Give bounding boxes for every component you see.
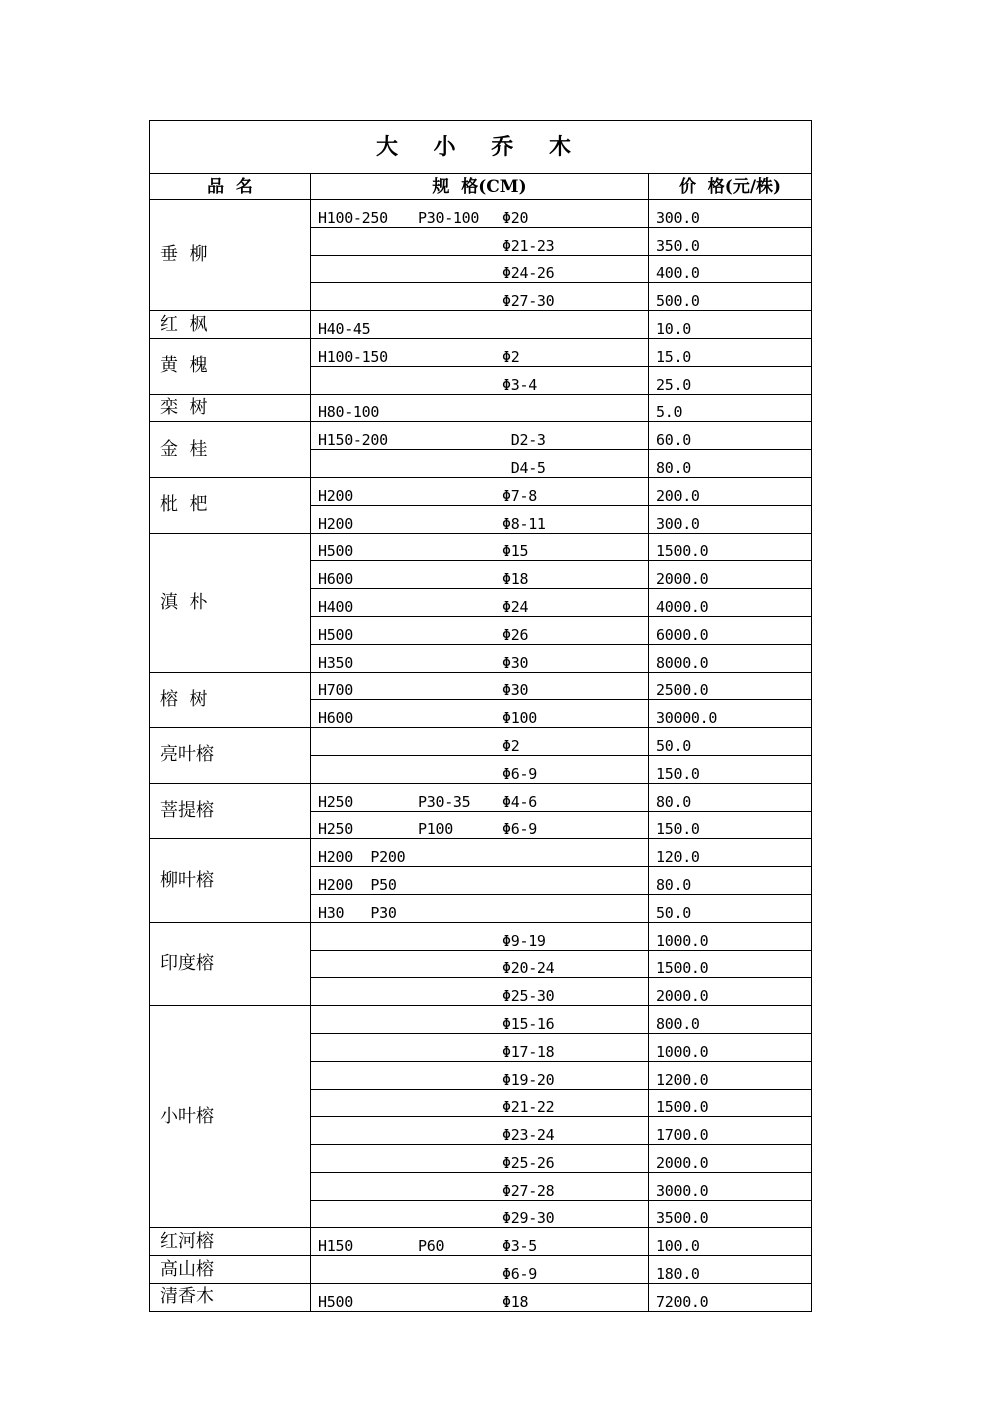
table-row: [150, 394, 812, 422]
spec-cell: [311, 1145, 649, 1173]
price-cell: 800.0: [649, 1006, 812, 1034]
price-cell: 80.0: [649, 867, 812, 895]
height-spec: H80-100: [318, 403, 380, 422]
product-name: 柳叶榕: [150, 839, 311, 922]
table-row: [150, 783, 812, 811]
price-cell: 180.0: [649, 1256, 812, 1284]
diameter-spec: Φ21-22: [502, 1098, 555, 1117]
price-cell: 2000.0: [649, 561, 812, 589]
price-cell: 10.0: [649, 311, 812, 339]
spec-cell: [311, 366, 649, 394]
header-price: 价 格(元/株): [649, 174, 812, 200]
diameter-spec: Φ6-9: [502, 1265, 537, 1284]
price-cell: 15.0: [649, 338, 812, 366]
price-cell: 2000.0: [649, 978, 812, 1006]
diameter-spec: Φ19-20: [502, 1070, 555, 1089]
table-row: [150, 1006, 812, 1034]
diameter-spec: Φ17-18: [502, 1042, 555, 1061]
spec-cell: [311, 1200, 649, 1228]
price-cell: 80.0: [649, 783, 812, 811]
diameter-spec: Φ25-30: [502, 987, 555, 1006]
crown-spec: P60: [418, 1237, 445, 1256]
price-cell: 350.0: [649, 227, 812, 255]
height-spec: H250: [318, 792, 353, 811]
spec-cell: [311, 200, 649, 228]
price-cell: 300.0: [649, 200, 812, 228]
table-row: [150, 338, 812, 366]
spec-cell: [311, 922, 649, 950]
spec-cell: [311, 1172, 649, 1200]
diameter-spec: Φ29-30: [502, 1209, 555, 1228]
spec-cell: [311, 700, 649, 728]
product-name: 枇 杷: [150, 477, 311, 533]
height-spec: H40-45: [318, 319, 371, 338]
price-cell: 500.0: [649, 283, 812, 311]
diameter-spec: Φ3-4: [502, 375, 537, 394]
height-spec: H400: [318, 597, 353, 616]
table-row: [150, 1256, 812, 1284]
diameter-spec: Φ27-28: [502, 1181, 555, 1200]
diameter-spec: Φ3-5: [502, 1237, 537, 1256]
product-name: 印度榕: [150, 922, 311, 1005]
diameter-spec: Φ18: [502, 570, 529, 589]
price-cell: 200.0: [649, 477, 812, 505]
height-spec: H200: [318, 486, 353, 505]
height-spec: H200: [318, 514, 353, 533]
price-cell: 1000.0: [649, 1033, 812, 1061]
spec-cell: [311, 755, 649, 783]
header-name: 品 名: [150, 174, 311, 200]
spec-cell: [311, 672, 649, 700]
price-cell: 1700.0: [649, 1117, 812, 1145]
product-name: 小叶榕: [150, 1006, 311, 1228]
spec-cell: [311, 227, 649, 255]
product-name: 高山榕: [150, 1256, 311, 1284]
product-name: 黄 槐: [150, 338, 311, 394]
diameter-spec: Φ24: [502, 597, 529, 616]
price-cell: 3500.0: [649, 1200, 812, 1228]
spec-cell: [311, 1089, 649, 1117]
spec-cell: [311, 338, 649, 366]
diameter-spec: Φ15-16: [502, 1014, 555, 1033]
price-cell: 25.0: [649, 366, 812, 394]
diameter-spec: Φ7-8: [502, 486, 537, 505]
table-row: [150, 839, 812, 867]
spec-cell: [311, 728, 649, 756]
spec-cell: [311, 811, 649, 839]
diameter-spec: Φ21-23: [502, 236, 555, 255]
height-spec: H200 P200: [318, 848, 406, 867]
height-spec: H100-150: [318, 347, 388, 366]
product-name: 亮叶榕: [150, 728, 311, 784]
diameter-spec: Φ24-26: [502, 264, 555, 283]
table-row: [150, 1284, 812, 1312]
price-cell: 150.0: [649, 811, 812, 839]
diameter-spec: Φ30: [502, 681, 529, 700]
spec-cell: [311, 1256, 649, 1284]
header-row: [150, 174, 812, 200]
table-row: [150, 922, 812, 950]
diameter-spec: Φ2: [502, 736, 520, 755]
price-cell: 8000.0: [649, 644, 812, 672]
spec-cell: [311, 422, 649, 450]
height-spec: H350: [318, 653, 353, 672]
price-cell: 3000.0: [649, 1172, 812, 1200]
diameter-spec: Φ26: [502, 625, 529, 644]
price-cell: 7200.0: [649, 1284, 812, 1312]
spec-cell: [311, 839, 649, 867]
price-cell: 300.0: [649, 505, 812, 533]
spec-cell: [311, 1228, 649, 1256]
price-cell: 2500.0: [649, 672, 812, 700]
table-row: [150, 422, 812, 450]
price-cell: 1500.0: [649, 533, 812, 561]
table-row: [150, 200, 812, 228]
product-name: 垂 柳: [150, 200, 311, 311]
diameter-spec: D4-5: [502, 458, 546, 477]
table-row: [150, 477, 812, 505]
price-cell: 2000.0: [649, 1145, 812, 1173]
spec-cell: [311, 394, 649, 422]
crown-spec: P30-35: [418, 792, 471, 811]
price-cell: 1500.0: [649, 1089, 812, 1117]
spec-cell: [311, 505, 649, 533]
diameter-spec: Φ9-19: [502, 931, 546, 950]
spec-cell: [311, 533, 649, 561]
diameter-spec: Φ6-9: [502, 764, 537, 783]
product-name: 栾 树: [150, 394, 311, 422]
diameter-spec: Φ2: [502, 347, 520, 366]
diameter-spec: Φ4-6: [502, 792, 537, 811]
table-row: [150, 728, 812, 756]
diameter-spec: Φ15: [502, 542, 529, 561]
diameter-spec: Φ27-30: [502, 292, 555, 311]
diameter-spec: Φ25-26: [502, 1153, 555, 1172]
price-cell: 100.0: [649, 1228, 812, 1256]
title-row: [150, 121, 812, 174]
height-spec: H500: [318, 1292, 353, 1311]
diameter-spec: Φ100: [502, 709, 537, 728]
height-spec: H30 P30: [318, 903, 397, 922]
spec-cell: [311, 894, 649, 922]
price-cell: 60.0: [649, 422, 812, 450]
height-spec: H250: [318, 820, 353, 839]
product-name: 金 桂: [150, 422, 311, 478]
spec-cell: [311, 950, 649, 978]
spec-cell: [311, 867, 649, 895]
spec-cell: [311, 561, 649, 589]
spec-cell: [311, 283, 649, 311]
price-cell: 1000.0: [649, 922, 812, 950]
diameter-spec: Φ23-24: [502, 1126, 555, 1145]
height-spec: H150: [318, 1237, 353, 1256]
crown-spec: P100: [418, 820, 453, 839]
spec-cell: [311, 450, 649, 478]
diameter-spec: Φ6-9: [502, 820, 537, 839]
table-row: [150, 672, 812, 700]
price-cell: 30000.0: [649, 700, 812, 728]
height-spec: H500: [318, 542, 353, 561]
height-spec: H600: [318, 570, 353, 589]
spec-cell: [311, 311, 649, 339]
spec-cell: [311, 978, 649, 1006]
price-cell: 80.0: [649, 450, 812, 478]
spec-cell: [311, 783, 649, 811]
price-cell: 150.0: [649, 755, 812, 783]
price-cell: 50.0: [649, 728, 812, 756]
diameter-spec: Φ20-24: [502, 959, 555, 978]
crown-spec: P30-100: [418, 208, 480, 227]
price-table: [149, 120, 812, 1312]
spec-cell: [311, 589, 649, 617]
price-cell: 400.0: [649, 255, 812, 283]
diameter-spec: D2-3: [502, 431, 546, 450]
product-name: 清香木: [150, 1284, 311, 1312]
spec-cell: [311, 1284, 649, 1312]
table-title: 大 小 乔 木: [150, 121, 812, 174]
price-cell: 120.0: [649, 839, 812, 867]
header-spec: 规 格(CM): [311, 174, 649, 200]
product-name: 红河榕: [150, 1228, 311, 1256]
height-spec: H600: [318, 709, 353, 728]
price-cell: 50.0: [649, 894, 812, 922]
product-name: 榕 树: [150, 672, 311, 728]
price-cell: 1500.0: [649, 950, 812, 978]
spec-cell: [311, 1061, 649, 1089]
height-spec: H100-250: [318, 208, 388, 227]
spec-cell: [311, 477, 649, 505]
price-cell: 5.0: [649, 394, 812, 422]
spec-cell: [311, 255, 649, 283]
table-row: [150, 533, 812, 561]
diameter-spec: Φ30: [502, 653, 529, 672]
product-name: 红 枫: [150, 311, 311, 339]
spec-cell: [311, 1006, 649, 1034]
height-spec: H700: [318, 681, 353, 700]
spec-cell: [311, 616, 649, 644]
height-spec: H200 P50: [318, 875, 397, 894]
diameter-spec: Φ18: [502, 1292, 529, 1311]
diameter-spec: Φ20: [502, 208, 529, 227]
table-row: [150, 311, 812, 339]
price-cell: 4000.0: [649, 589, 812, 617]
diameter-spec: Φ8-11: [502, 514, 546, 533]
height-spec: H150-200: [318, 431, 388, 450]
price-cell: 1200.0: [649, 1061, 812, 1089]
product-name: 菩提榕: [150, 783, 311, 839]
price-cell: 6000.0: [649, 616, 812, 644]
spec-cell: [311, 1117, 649, 1145]
spec-cell: [311, 1033, 649, 1061]
table-row: [150, 1228, 812, 1256]
height-spec: H500: [318, 625, 353, 644]
spec-cell: [311, 644, 649, 672]
product-name: 滇 朴: [150, 533, 311, 672]
